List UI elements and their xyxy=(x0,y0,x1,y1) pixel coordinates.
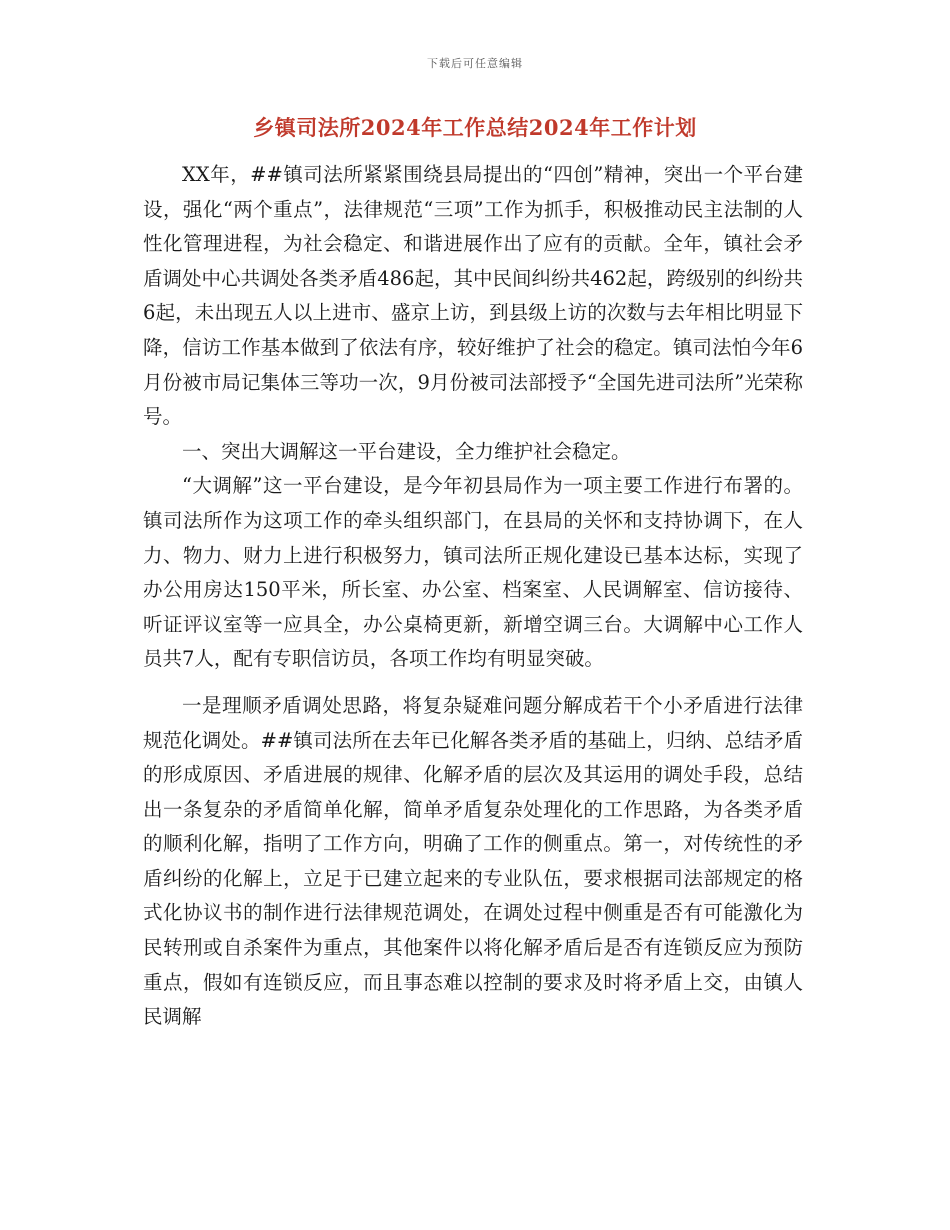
document-title: 乡镇司法所2024年工作总结2024年工作计划 xyxy=(253,115,697,140)
paragraph-intro: XX年，##镇司法所紧紧围绕县局提出的“四创”精神，突出一个平台建设，强化“两个重点”，法律规范“三项”工作为抓手，积极推动民主法制的人性化管理进程，为社会稳定、和谐进展作出了应有的贡献。全年，镇社会矛盾调处中心共调处各类矛盾486起，其中民间纠纷共462起，跨级别的纠纷共6起，未出现五人以上进市、盛京上访，到县级上访的次数与去年相比明显下降，信访工作基本做到了依法有序，较好维护了社会的稳定。镇司法怕今年6月份被市局记集体三等功一次，9月份被司法部授予“全国先进司法所”光荣称号。 xyxy=(143,163,803,429)
header-note: 下载后可任意编辑 xyxy=(427,57,523,70)
document-body xyxy=(143,158,803,1035)
paragraph-section-heading: 一、突出大调解这一平台建设，全力维护社会稳定。 xyxy=(182,439,631,463)
paragraph-first-point: 一是理顺矛盾调处思路，将复杂疑难问题分解成若干个小矛盾进行法律规范化调处。##镇司法所在去年已化解各类矛盾的基础上，归纳、总结矛盾的形成原因、矛盾进展的规律、化解矛盾的层次及其运用的调处手段，总结出一条复杂的矛盾简单化解，简单矛盾复杂处理化的工作思路，为各类矛盾的顺利化解，指明了工作方向，明确了工作的侧重点。第一，对传统性的矛盾纠纷的化解上，立足于已建立起来的专业队伍，要求根据司法部规定的格式化协议书的制作进行法律规范调处，在调处过程中侧重是否有可能激化为民转刑或自杀案件为重点，其他案件以将化解矛盾后是否有连锁反应为预防重点，假如有连锁反应，而且事态难以控制的要求及时将矛盾上交，由镇人民调解 xyxy=(143,693,803,1029)
paragraph-platform: “大调解”这一平台建设，是今年初县局作为一项主要工作进行布署的。镇司法所作为这项工作的牵头组织部门，在县局的关怀和支持协调下，在人力、物力、财力上进行积极努力，镇司法所正规化建设已基本达标，实现了办公用房达150平米，所长室、办公室、档案室、人民调解室、信访接待、听证评议室等一应具全，办公桌椅更新，新增空调三台。大调解中心工作人员共7人，配有专职信访员，各项工作均有明显突破。 xyxy=(143,474,803,671)
